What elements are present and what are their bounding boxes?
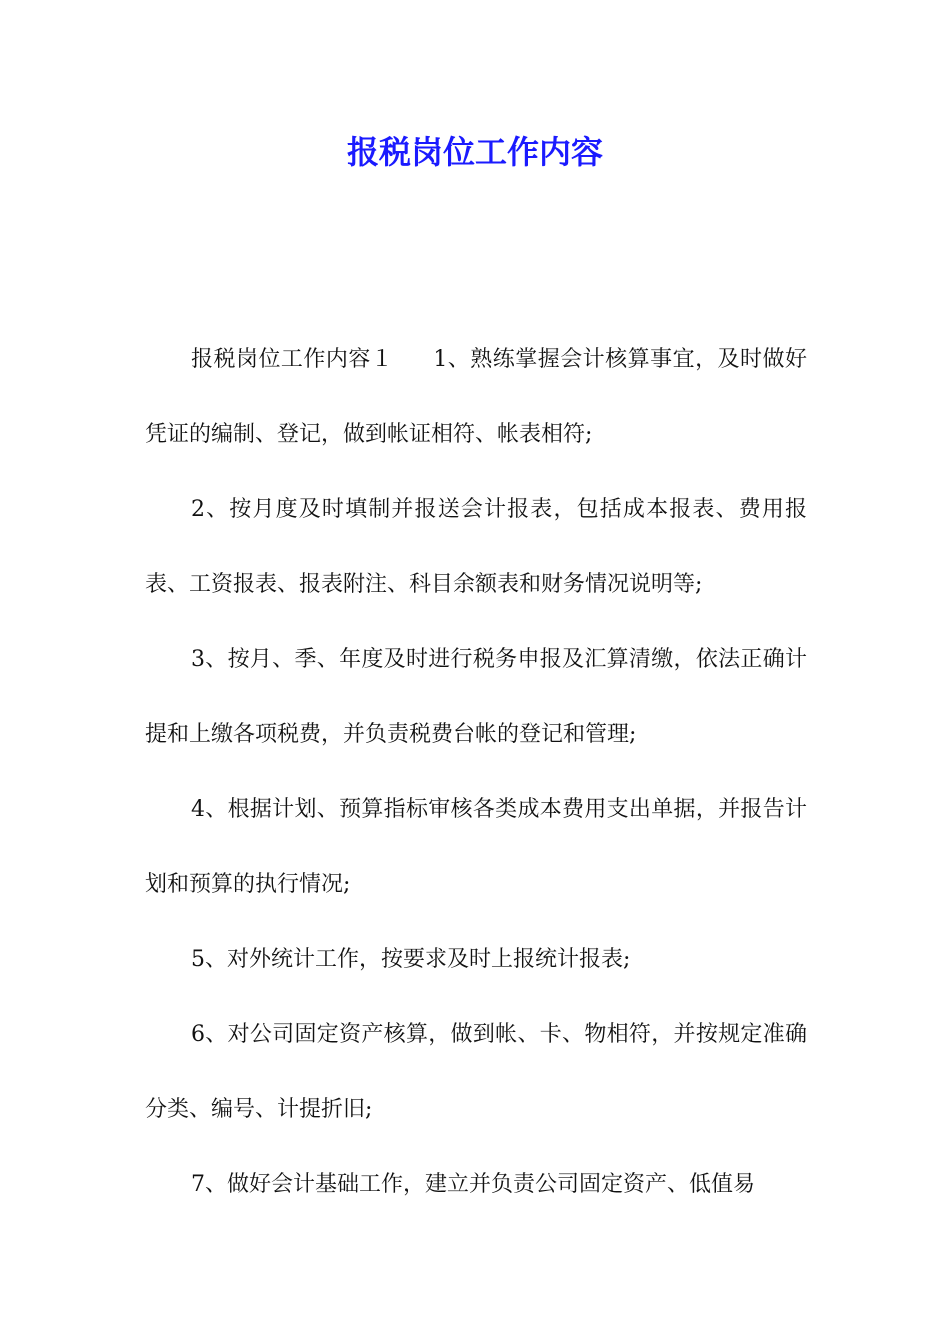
- document-body: [145, 322, 807, 1222]
- paragraph-text: 1、熟练掌握会计核算事宜，及时做好凭证的编制、登记，做到帐证相符、帐表相符;: [145, 347, 807, 447]
- document-title: 报税岗位工作内容: [346, 133, 603, 171]
- paragraph-1: [145, 322, 807, 472]
- section-lead: 报税岗位工作内容１: [191, 347, 394, 372]
- paragraph-2: 2、按月度及时填制并报送会计报表，包括成本报表、费用报表、工资报表、报表附注、科目余额表和财务情况说明等;: [145, 497, 807, 597]
- paragraph-7: 7、做好会计基础工作，建立并负责公司固定资产、低值易: [191, 1172, 755, 1197]
- paragraph-3: 3、按月、季、年度及时进行税务申报及汇算清缴，依法正确计提和上缴各项税费，并负责税费台帐的登记和管理;: [145, 647, 807, 747]
- paragraph-4: 4、根据计划、预算指标审核各类成本费用支出单据，并报告计划和预算的执行情况;: [145, 797, 807, 897]
- paragraph-5: 5、对外统计工作，按要求及时上报统计报表;: [191, 947, 631, 972]
- paragraph-6: 6、对公司固定资产核算，做到帐、卡、物相符，并按规定准确分类、编号、计提折旧;: [145, 1022, 807, 1122]
